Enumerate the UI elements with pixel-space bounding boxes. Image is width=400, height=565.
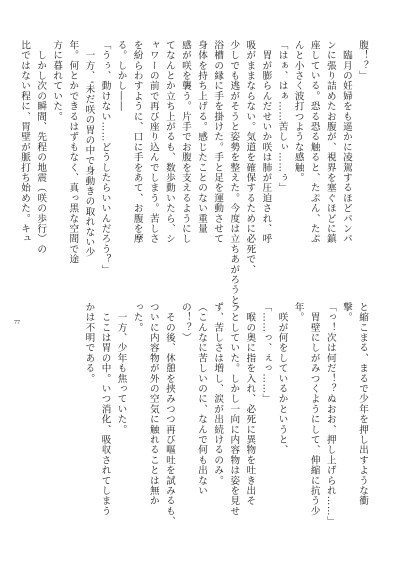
dialogue-line: 「っ！次は何だ！？ぬおお、押し上げられ……」 <box>324 302 336 527</box>
text-line: 胃壁にしがみつくようにして、伸縮に抗う少 <box>308 302 320 517</box>
text-line: 感が咲を襲う。片手でお腹を支えるようにし <box>179 40 191 244</box>
text-line: 方に暮れていた。 <box>51 40 63 122</box>
text-line: その後、休憩を挟みつつ再び嘔吐を試みるも、 <box>163 302 175 527</box>
text-line: ャワーの前で再び座り込んでしまう。苦しさ <box>147 40 159 244</box>
text-line: しかし次の瞬間、先程の地震（咲の歩行）の <box>35 40 47 255</box>
text-line: ここは胃の中。いつ消化、吸収されてしまう <box>99 302 111 517</box>
text-line: 座している。恐る恐る触ると、たぷん、たぷ <box>308 40 320 244</box>
text-line: 一方、少年も焦っていた。 <box>115 302 127 435</box>
text-line: ンに張り詰めたお腹が、視界を塞ぐほどに鎮 <box>324 40 336 244</box>
text-line: 咲が何をしているかというと、 <box>276 302 288 455</box>
text-line: る。しかし―― <box>115 40 127 112</box>
text-line: 年。 <box>292 302 304 323</box>
text-line: 比ではない程に、胃壁が脈打ち始めた。キュ <box>19 40 31 244</box>
text-line: んと小さく波打つような感触。 <box>292 40 304 183</box>
dialogue-line: 「うぅ、動けない……どうしたらいいんだろう？」 <box>99 40 111 275</box>
thought-line: の！？） <box>179 302 191 343</box>
text-line: 浴槽の縁に手を掛けた。手と足を運動させて <box>212 40 224 244</box>
lower-text-block <box>35 302 370 534</box>
text-line: と縮こまる、まるで少年を押し出すような衝 <box>357 302 368 506</box>
text-line: 身体を持ち上げる。感じたことのない重量 <box>196 40 208 234</box>
text-line: 撃。 <box>340 302 352 323</box>
text-line: 年。何とかできるはずもなく、真っ黒な空間で途 <box>67 40 79 265</box>
text-line: 喉の奥に指を入れ、必死に異物を吐き出そ <box>244 302 256 506</box>
text-line: かは不明である。 <box>83 302 95 384</box>
text-line: てなんとか立ち上がるも、数歩動いたら、シ <box>163 40 175 244</box>
upper-text-block <box>19 40 370 316</box>
text-line: うとしていた。しかし一向に内容物は姿を見せ <box>228 302 240 517</box>
text-line: 臨月の妊婦をも遥かに凌駕するほどパンパ <box>340 40 352 244</box>
dialogue-line: 「……っ、ぇっ……」 <box>260 302 272 404</box>
text-line: を紛らわすように、口に手をあて、お腹を摩 <box>131 40 143 244</box>
text-line: 一方、'未だ咲の胃の中で身動きの取れない少 <box>83 40 95 258</box>
page-number: 77 <box>14 320 20 326</box>
text-line: ず、苦しさは増し、涙が出続けるのみ。 <box>212 302 224 486</box>
dialogue-line: 「はぁ、はぁ……苦しぃ……ぅ」 <box>276 40 288 193</box>
text-line: 胃が膨らんだせいか咲は肺が圧迫され、呼 <box>260 40 272 244</box>
text-line: ついに内容物が外の空気に触れることは無か <box>147 302 159 506</box>
thought-line: （こんなに苦しいのに、なんで何も出ない <box>196 302 208 496</box>
text-line: 吸がままならない。気道を確保するために必死で、 <box>244 40 256 275</box>
text-line: った。 <box>131 302 143 333</box>
text-line: 腹！？」 <box>357 40 368 81</box>
text-line: 少しでも逃がそうと姿勢を整えた。今度は立ちあがろうと、 <box>228 40 240 316</box>
